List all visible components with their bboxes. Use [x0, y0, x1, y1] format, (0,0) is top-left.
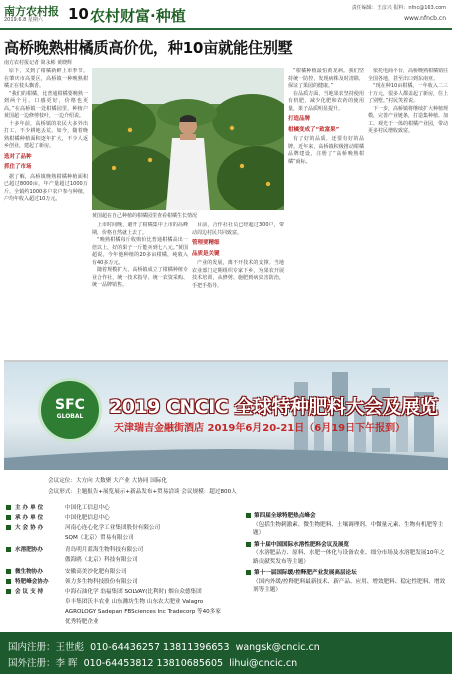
article-byline: 南方农村报记者 简永彬 黄晓辉	[4, 60, 73, 66]
organizer-row: 大 会 协 办 河南心连心化学工业集团股份有限公司	[6, 524, 160, 534]
registration-contact-bar	[0, 632, 452, 674]
subheading: 选对了品种	[4, 153, 32, 160]
bullet-square-icon	[6, 589, 11, 594]
event-description: （水溶肥品方、原料、水肥一体化与设备农业、细分市场及水溶肥发展10年之路贡献奖发布等主题）	[253, 550, 445, 565]
article-column-1	[4, 68, 88, 354]
paragraph: 随着规模扩大，高桥镇成立了柑橘种植专业合作社，统一技术指导、统一农资采购、统一品牌销售。	[92, 267, 188, 288]
bullet-square-icon	[6, 525, 11, 530]
paragraph: 下一步，高桥镇将继续扩大种植规模，完善产业链条，打造集种植、加工、观光于一体的柑橘产业园，带动更多村民增收致富。	[368, 105, 448, 134]
subheading: 品质是关键	[192, 250, 220, 257]
contact-international: 国外注册：李 晖 010-64453812 13810685605 lihui@cncic.cn	[8, 658, 298, 669]
conference-events	[246, 512, 448, 598]
event-title: 第十一届国际缓/控释肥产业发展高层论坛	[246, 569, 448, 578]
bullet-square-icon	[6, 579, 11, 584]
contact-email[interactable]: wangsk@cncic.cn	[235, 642, 320, 653]
conference-format: 会议形式：主题报告+展览展示+新品发布+贸易洽谈 会议规模：超过800人	[48, 489, 237, 495]
paragraph: “柑橘种植最怕黄龙病。我们坚持统一防控，发现病株及时清除，保证了果园的健康。”	[288, 68, 364, 89]
newspaper-masthead: 南方农村报	[4, 5, 59, 18]
paragraph: 在品质方面，当地果农坚持使用有机肥，减少化肥和农药的使用量，果子品质明显提升。	[288, 90, 364, 112]
orchard-photo-image	[92, 68, 284, 210]
contact-domestic: 国内注册：王世彪 010-64436257 13811396653 wangsk@cncic.cn	[8, 642, 320, 653]
bullet-square-icon	[246, 542, 251, 547]
conference-venue-date: 天津瑞吉金融街酒店 2019年6月20-21日（6月19日下午报到）	[114, 423, 406, 434]
editor-contact: 责任编辑：王彦兴 报料：nfnc@163.com	[351, 5, 446, 11]
organizer-row: 阜丰集团沃丰农业 山东潍坊生物 山东农大肥业 Valagro	[65, 599, 204, 605]
bullet-square-icon	[6, 515, 11, 520]
photo-caption: 黄国超在自己种植的柑橘园里查看柑橘生长情况	[92, 213, 198, 219]
organizer-row: 特肥峰会协办 领力多生物科技股份有限公司	[6, 578, 138, 588]
subheading: 管理要精细	[192, 240, 220, 246]
organizer-row: 水溶肥协办 青岛明月蓝海生物科技有限公司	[6, 546, 143, 556]
organizer-row: SQM（北京）贸易有限公司	[65, 535, 134, 541]
paragraph: “我们的柑橘，比普通柑橘要晚熟一到两个月，口感更好，价格也更高。”在高桥镇一处柑橘园里，种植户黄国超一边修剪枝叶，一边介绍说。	[4, 90, 88, 119]
organizer-row: 会 议 支 持 中海石油化学 翁福集团 SOLVAY(比利时) 烟台众德集团	[6, 588, 202, 598]
paragraph: 据了解，高桥镇晚熟柑橘种植面积已超过8000亩，年产量超过1000万斤，全镇约1000多户农户参与种植，户均年收入超过10万元。	[4, 173, 88, 202]
paragraph: 目前，合作社社员已经超过300户，带动周边村民共同致富。	[192, 222, 284, 236]
organizer-row: 傲海鸥（北京）科技有限公司	[65, 557, 138, 563]
event-title: 第四届全球特肥热点峰会	[246, 512, 448, 521]
paragraph: 上市时间晚，避开了柑橘集中上市的高峰期，价格自然就上去了。	[92, 222, 188, 236]
sfc-global-logo	[38, 378, 102, 442]
article-column-2	[92, 222, 188, 354]
conference-title: 2019 CNCIC 全球特种肥料大会及展览	[109, 396, 438, 418]
paragraph: “晚熟柑橘每斤收购价比普通柑橘高出一倍以上，好的果子一斤能卖到七八元。”黄国超说。今年他种植的20多亩柑橘，纯收入有40多万元。	[92, 237, 188, 266]
event-title: 第十届中国国际水溶性肥料会议及展览	[246, 541, 448, 550]
article-column-3	[288, 68, 364, 354]
conference-positioning: 会议定位：大方向 大数聚 大产业 大协同 国际化	[48, 478, 167, 484]
website-link[interactable]: www.nfncb.cn	[404, 15, 446, 22]
bullet-square-icon	[6, 505, 11, 510]
organizer-row: AGROLOGY Sadepan FBSciences Inc Tradecorp 等40多家	[65, 609, 221, 615]
organizer-row: 微生物协办 安徽高美沙化肥有限公司	[6, 568, 127, 578]
paragraph: “现在种10亩柑橘，一年收入二三十万元，很多人都盖起了新房，住上了别墅。”村民笑着说。	[368, 83, 448, 104]
paragraph: 有了好的品质，还要有好的品牌。近年来，高桥镇积极推动柑橘品牌建设，注册了“高桥晚熟柑橘”商标。	[288, 136, 364, 165]
paragraph: 依托电商平台，高桥晚熟柑橘销往全国各地，甚至出口到东南亚。	[368, 68, 448, 82]
logo-subtext: GLOBAL	[56, 413, 84, 420]
organizer-row: 优秀特肥企业	[65, 619, 99, 625]
orchard-photo	[92, 68, 284, 210]
article-column-4	[368, 68, 448, 354]
bullet-square-icon	[6, 547, 11, 552]
paragraph: 产业的发展，离不开技术的支撑。当地农业部门定期组织专家下乡，为果农开展技术培训，从修剪、施肥到病虫害防治，手把手指导。	[192, 260, 284, 289]
page-header	[0, 0, 452, 30]
bullet-square-icon	[246, 570, 251, 575]
organizer-row: 主 办 单 位 中国化工信息中心	[6, 504, 110, 514]
page-number: 10	[68, 5, 89, 23]
subheading: 抓住了市场	[4, 164, 32, 170]
article-column-2b	[192, 222, 284, 354]
paragraph: 原下，又到了柑橘新鲜上市季节。在肇庆市高要区，高桥镇一种晚熟柑橘正在枝头飘香。	[4, 68, 88, 89]
paragraph: 十多年前，高桥镇的农民大多外出打工，不少耕地丢荒。如今，随着晚熟柑橘种植面积逐年扩大，不少人返乡创业，建起了新房。	[4, 120, 88, 149]
event-description: （国内外缓/控释肥料最新技术、新产品、应用、增效肥料、稳定性肥料、增效剂等主题）	[253, 578, 446, 593]
issue-date: 2019.6.8 星期六	[4, 17, 43, 23]
logo-text: SFC	[55, 397, 85, 413]
article-headline: 高桥晚熟柑橘质高价优，种10亩就能住别墅	[4, 39, 293, 57]
event-description: （包括生物刺激素、微生物肥料、土壤调理剂、中微量元素、生物有机肥等主题）	[253, 521, 444, 536]
contact-email[interactable]: lihui@cncic.cn	[229, 658, 298, 669]
subheading: 打造品牌	[288, 116, 311, 122]
organizer-row: 承 办 单 位 中国化肥信息中心	[6, 514, 110, 524]
section-title: 农村财富·种植	[90, 7, 186, 25]
subheading: 柑橘变成了“致富果”	[288, 126, 340, 133]
bullet-square-icon	[6, 569, 11, 574]
bullet-square-icon	[246, 513, 251, 518]
conference-ad-banner	[4, 360, 448, 470]
